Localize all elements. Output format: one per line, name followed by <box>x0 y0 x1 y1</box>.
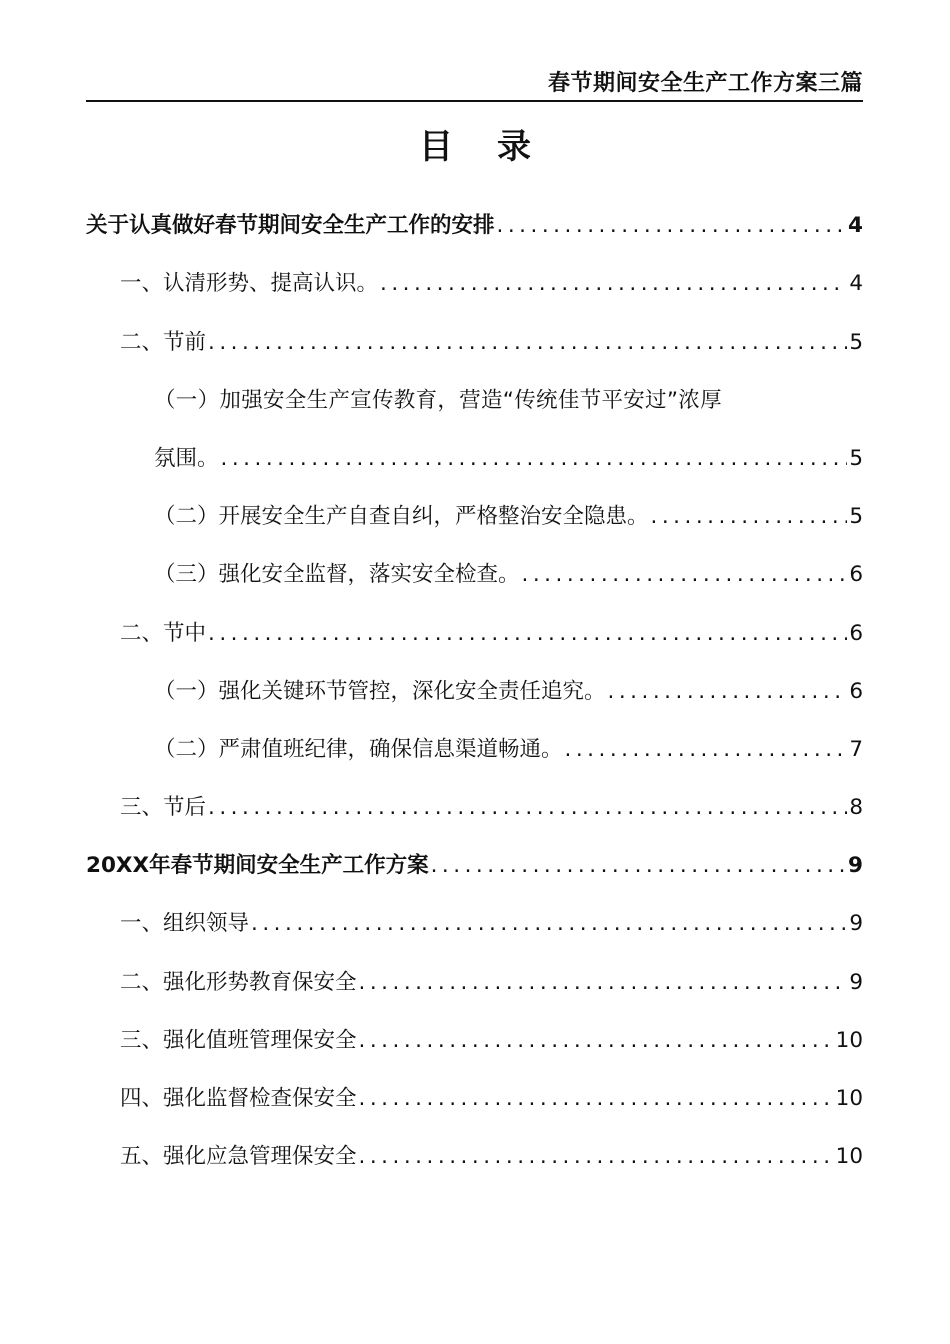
toc-entry-page: 4 <box>849 271 863 297</box>
toc-entry-label: 关于认真做好春节期间安全生产工作的安排 <box>86 213 495 239</box>
toc-leader-dots <box>208 619 847 649</box>
toc-entry-label: 氛围。 <box>154 445 219 471</box>
toc-entry[interactable] <box>86 541 863 599</box>
toc-entry[interactable] <box>86 1065 863 1123</box>
toc-entry-label: （一）强化关键环节管控，深化安全责任追究。 <box>154 678 606 704</box>
toc-leader-dots <box>208 328 847 358</box>
toc-entry-label: 20XX年春节期间安全生产工作方案 <box>86 853 429 879</box>
toc-entry-page: 10 <box>835 1027 863 1053</box>
toc-entry[interactable] <box>86 716 863 774</box>
toc-leader-dots <box>380 269 847 299</box>
toc-entry-page: 6 <box>849 562 863 588</box>
toc-leader-dots <box>359 1142 834 1172</box>
toc-entry-page: 7 <box>849 736 863 762</box>
toc-entry-page: 9 <box>848 853 863 879</box>
toc-entry-label: （一）加强安全生产宣传教育，营造“传统佳节平安过”浓厚 <box>154 387 722 413</box>
toc-leader-dots <box>497 211 847 241</box>
toc-entry-label: 二、节前 <box>120 329 207 355</box>
toc-entry-page: 6 <box>849 620 863 646</box>
toc-entry[interactable] <box>86 192 863 250</box>
toc-entry-label: 五、强化应急管理保安全 <box>120 1144 357 1170</box>
toc-entry[interactable] <box>86 832 863 890</box>
toc-entry[interactable] <box>86 483 863 541</box>
toc-entry-label: 一、认清形势、提高认识。 <box>120 271 379 297</box>
toc-entry[interactable] <box>86 599 863 657</box>
toc-leader-dots <box>608 677 848 707</box>
toc-leader-dots <box>431 851 846 881</box>
toc-entry-page: 6 <box>849 678 863 704</box>
toc-entry-label: 二、节中 <box>120 620 207 646</box>
toc-entry[interactable] <box>86 658 863 716</box>
toc-entry-label: （二）严肃值班纪律，确保信息渠道畅通。 <box>154 736 563 762</box>
toc-entry-wrapped-line2[interactable] <box>86 425 863 483</box>
toc-entry[interactable] <box>86 890 863 948</box>
toc-leader-dots <box>208 793 847 823</box>
toc-entry-label: （三）强化安全监督，落实安全检查。 <box>154 562 520 588</box>
toc-entry[interactable] <box>86 948 863 1006</box>
toc-entry-page: 10 <box>835 1086 863 1111</box>
toc-entry[interactable] <box>86 1123 863 1181</box>
toc-entry-label: 三、节后 <box>120 795 207 821</box>
toc-entry-label: 四、强化监督检查保安全 <box>120 1086 357 1111</box>
toc-leader-dots <box>359 968 848 998</box>
toc-leader-dots <box>251 909 847 939</box>
toc-entry-page: 5 <box>849 504 863 530</box>
toc-entry-label: 三、强化值班管理保安全 <box>120 1027 357 1053</box>
toc-leader-dots <box>565 735 848 765</box>
toc-entry[interactable] <box>86 1007 863 1065</box>
header-title: 春节期间安全生产工作方案三篇 <box>547 71 863 96</box>
toc-entry-label: 二、强化形势教育保安全 <box>120 969 357 995</box>
toc-entry[interactable] <box>86 250 863 308</box>
toc-leader-dots <box>651 502 848 532</box>
toc-leader-dots <box>522 560 848 590</box>
toc-leader-dots <box>359 1026 834 1056</box>
toc-leader-dots <box>359 1084 834 1114</box>
toc-entry[interactable] <box>86 308 863 366</box>
toc-entry-page: 4 <box>848 213 863 239</box>
toc-entry-wrapped-line1[interactable] <box>86 367 863 425</box>
toc-entry[interactable] <box>86 774 863 832</box>
toc-entry-page: 10 <box>835 1144 863 1170</box>
toc-entry-page: 9 <box>849 911 863 937</box>
toc-entry-page: 5 <box>849 329 863 355</box>
toc-entry-page: 5 <box>849 445 863 471</box>
toc-entry-label: 一、组织领导 <box>120 911 250 937</box>
toc-leader-dots <box>221 444 848 474</box>
toc-entry-page: 9 <box>849 969 863 995</box>
toc-entry-page: 8 <box>849 795 863 821</box>
toc-entry-label: （二）开展安全生产自查自纠，严格整治安全隐患。 <box>154 504 649 530</box>
table-of-contents <box>86 192 863 1181</box>
page-header <box>86 68 863 102</box>
toc-heading: 目录 <box>419 127 575 167</box>
